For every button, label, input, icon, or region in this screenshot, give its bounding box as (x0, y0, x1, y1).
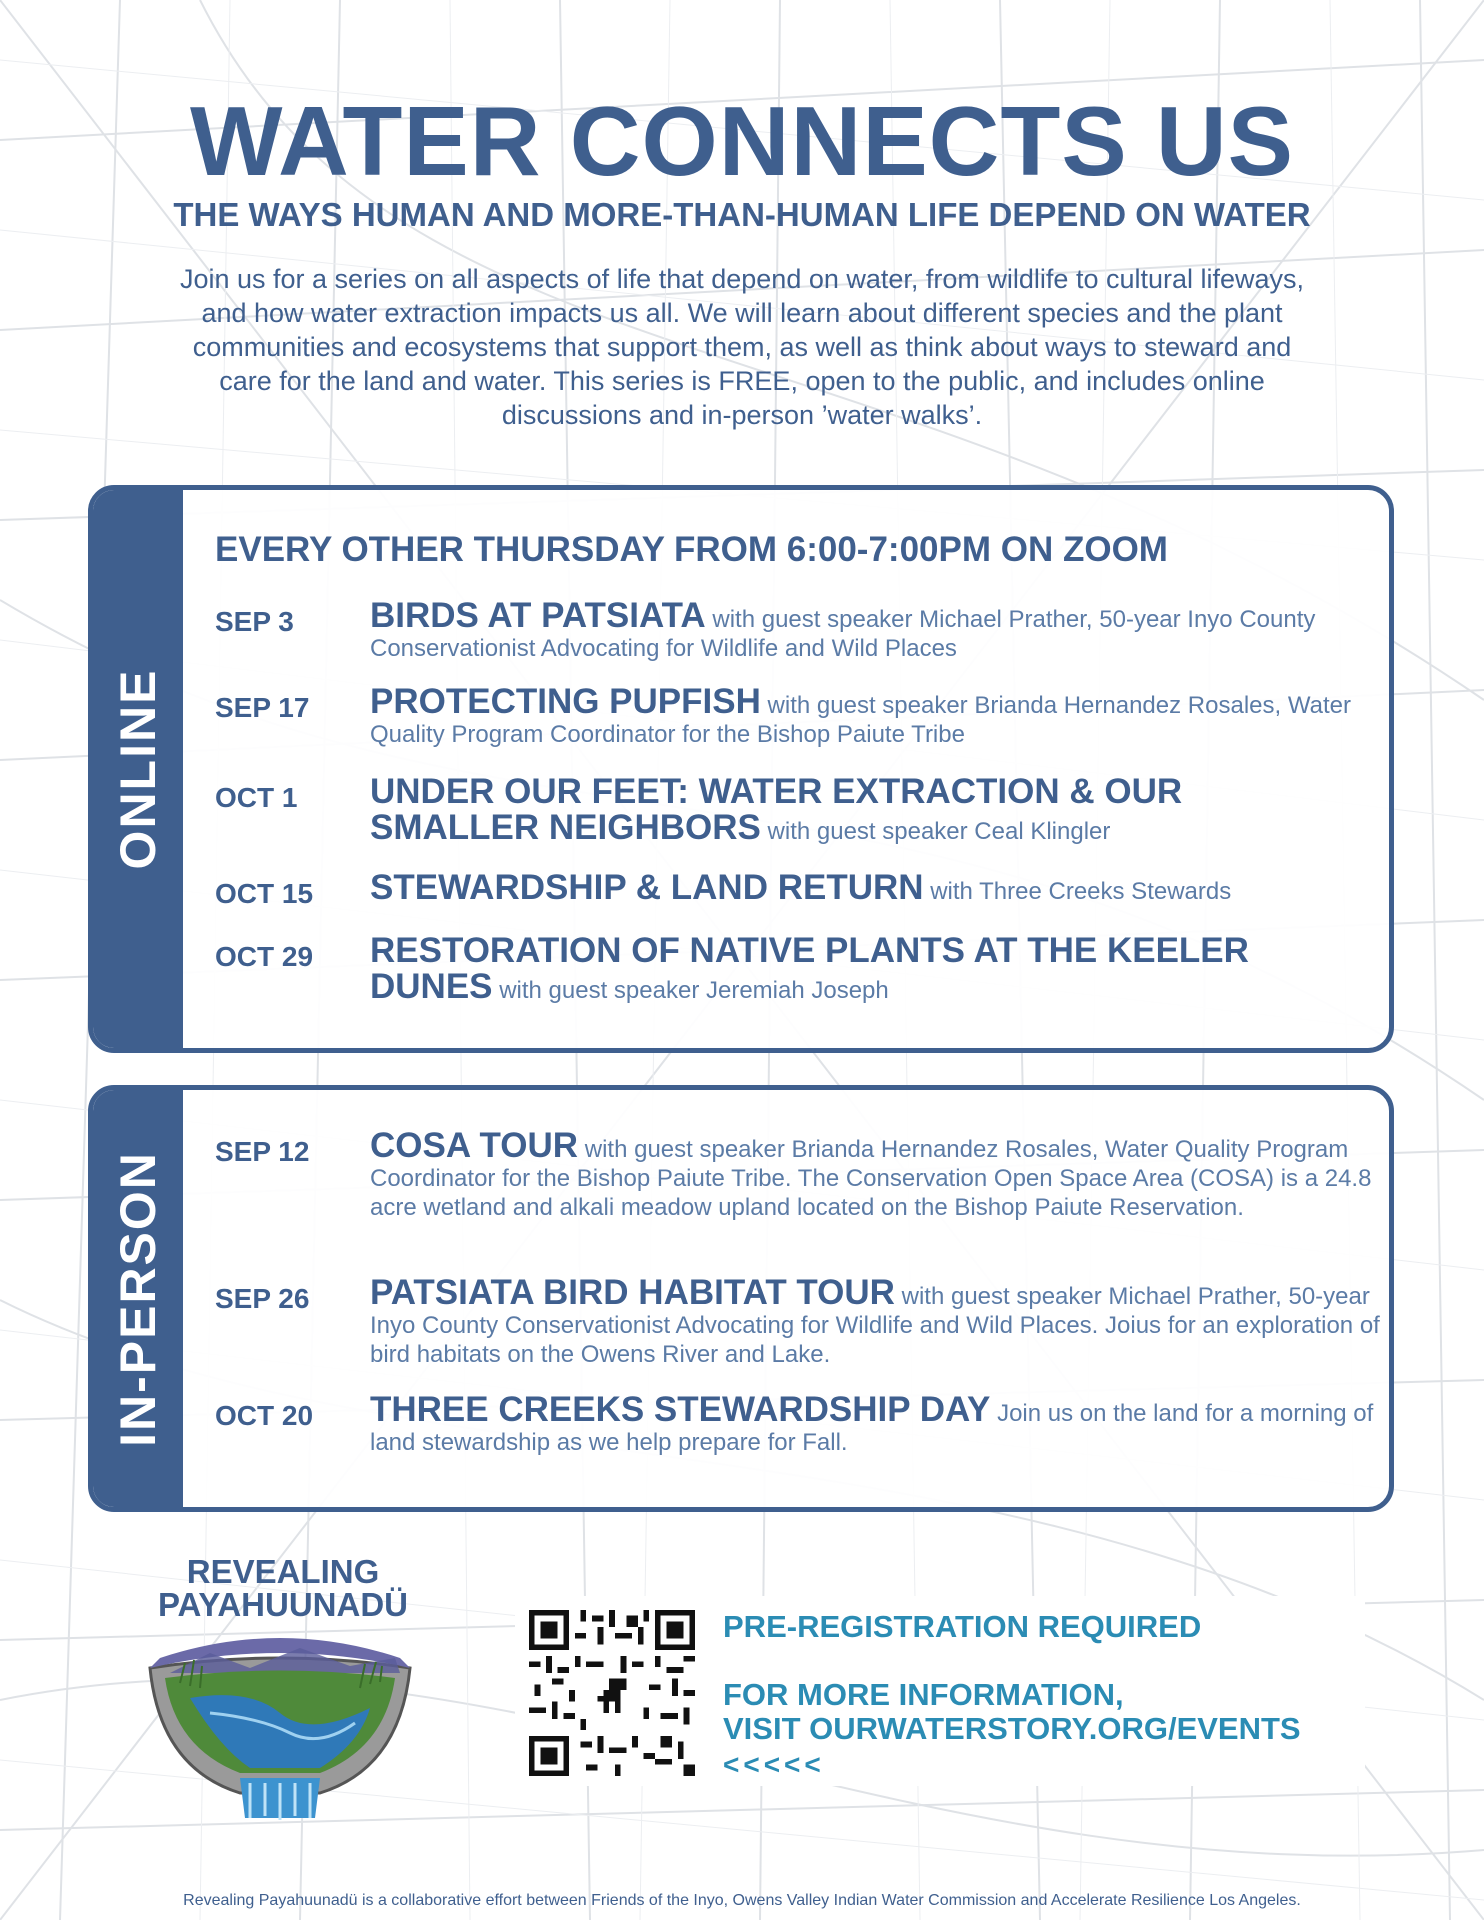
registration-box (515, 1596, 1365, 1786)
event-date: SEP 26 (215, 1283, 310, 1314)
event-date: OCT 1 (215, 782, 298, 813)
event-title: UNDER OUR FEET: WATER EXTRACTION & OUR SMALLER NEIGHBORS (370, 772, 1183, 847)
online-events-panel (88, 485, 1394, 1053)
event-body (370, 1275, 1380, 1369)
event-body (370, 684, 1380, 749)
event-date: SEP 3 (215, 606, 294, 637)
online-side-label: ONLINE (110, 668, 166, 870)
events-url-link[interactable]: VISIT OURWATERSTORY.ORG/EVENTS (723, 1711, 1301, 1746)
event-detail: Join us on the land for a morning of land stewardship as we help prepare for Fall. (370, 1400, 1374, 1456)
event-title: PROTECTING PUPFISH (370, 682, 761, 721)
event-title: PATSIATA BIRD HABITAT TOUR (370, 1273, 895, 1312)
event-detail: with guest speaker Brianda Hernandez Rosales, Water Quality Program Coordinator for the Bishop Paiute Tribe (370, 692, 1351, 748)
online-side-tab (93, 490, 183, 1048)
event-body (370, 774, 1210, 846)
event-detail: with guest speaker Michael Prather, 50-year Inyo County Conservationist Advocating for Wildlife and Wild Places (370, 606, 1316, 662)
event-body (370, 598, 1380, 663)
event-date: OCT 20 (215, 1400, 314, 1431)
in-person-side-tab (93, 1090, 183, 1507)
intro-paragraph: Join us for a series on all aspects of life that depend on water, from wildlife to cultural lifeways, and how water extraction impacts us all. We will learn about different species and the plant communities and ecosystems that support them, as well as think about ways to steward and care for the land and water. This series is FREE, open to the public, and includes online discussions and in-person ’water walks’. (179, 264, 1305, 430)
event-detail: with guest speaker Michael Prather, 50-year Inyo County Conservationist Advocating for Wildlife and Wild Places. Joius for an exploration of bird habitats on the Owens River and Lake. (370, 1283, 1380, 1368)
logo-line-2: PAYAHUUNADÜ (158, 1586, 408, 1623)
footer-credit: Revealing Payahuunadü is a collaborative effort between Friends of the Inyo, Owens Valley Indian Water Commission and Accelerate Resilience Los Angeles. (183, 1892, 1301, 1909)
event-title: THREE CREEKS STEWARDSHIP DAY (370, 1390, 991, 1429)
logo-line-1: REVEALING (186, 1553, 380, 1590)
event-date: OCT 29 (215, 941, 314, 972)
arrows-decoration: <<<<< (723, 1749, 825, 1780)
event-date: OCT 15 (215, 878, 314, 909)
in-person-events-panel (88, 1085, 1394, 1512)
event-detail: with guest speaker Jeremiah Joseph (499, 977, 889, 1004)
registration-text (723, 1610, 1353, 1782)
event-detail: with guest speaker Brianda Hernandez Rosales, Water Quality Program Coordinator for the Bishop Paiute Tribe. The Conservation Open Space Area (COSA) is a 24.8 acre wetland and alkali meadow upland located on the Bishop Paiute Reservation. (370, 1136, 1372, 1221)
event-title: STEWARDSHIP & LAND RETURN (370, 868, 924, 907)
event-body (370, 1128, 1380, 1222)
page-subtitle: THE WAYS HUMAN AND MORE-THAN-HUMAN LIFE DEPEND ON WATER (173, 196, 1311, 233)
in-person-side-label: IN-PERSON (110, 1150, 166, 1447)
logo-wordmark (138, 1555, 428, 1621)
online-schedule-heading: EVERY OTHER THURSDAY FROM 6:00-7:00PM ON ZOOM (215, 530, 1168, 569)
info-line-1: FOR MORE INFORMATION, (723, 1677, 1124, 1712)
qr-code-icon[interactable] (529, 1610, 695, 1776)
river-bowl-logo-icon (130, 1618, 430, 1823)
event-title: RESTORATION OF NATIVE PLANTS AT THE KEELER DUNES (370, 931, 1249, 1006)
event-date: SEP 17 (215, 692, 310, 723)
event-detail: with guest speaker Ceal Klingler (767, 818, 1111, 845)
event-body (370, 933, 1250, 1005)
event-body (370, 870, 1380, 906)
event-title: BIRDS AT PATSIATA (370, 596, 706, 635)
event-date: SEP 12 (215, 1136, 310, 1167)
preregistration-notice: PRE-REGISTRATION REQUIRED (723, 1609, 1202, 1644)
event-title: COSA TOUR (370, 1126, 579, 1165)
event-detail: with Three Creeks Stewards (930, 878, 1232, 905)
page-title: WATER CONNECTS US (189, 86, 1295, 196)
event-body (370, 1392, 1380, 1457)
